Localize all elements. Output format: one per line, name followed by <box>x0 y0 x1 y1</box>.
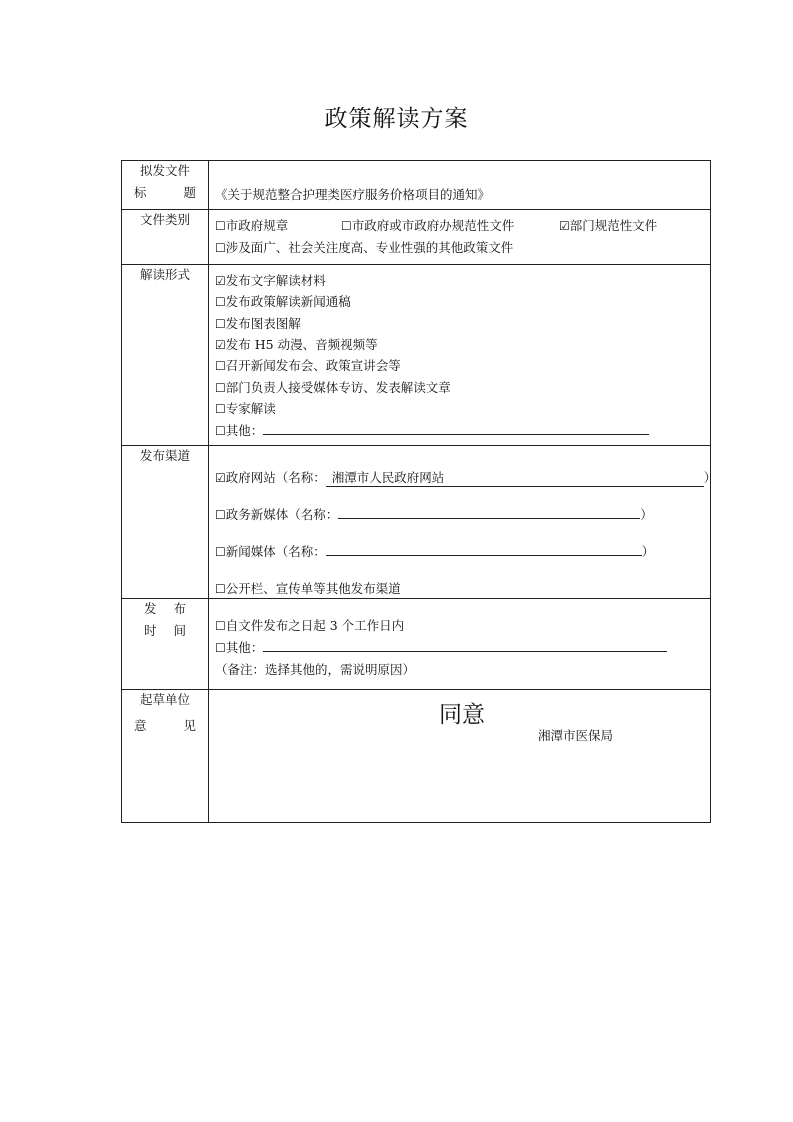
label-opinion <box>122 690 209 823</box>
value-opinion <box>209 690 711 823</box>
value-document-title <box>209 161 711 210</box>
checkbox-icon[interactable]: ☐ <box>215 508 226 522</box>
label-channel: 发布渠道 <box>122 446 209 599</box>
row-document-title <box>122 161 711 210</box>
option-label: 其他： <box>225 423 264 438</box>
channel-suffix: ） <box>640 507 653 522</box>
opinion-text: 同意 <box>439 702 485 728</box>
row-category <box>122 210 711 265</box>
label-line-1: 起草单位 <box>139 692 190 707</box>
label-line-1: 拟发文件 <box>139 163 190 178</box>
option-label: 发布图表图解 <box>225 316 301 331</box>
checkbox-checked-icon[interactable]: ☑ <box>215 274 226 288</box>
value-category <box>209 210 711 265</box>
label-line-2a: 意 <box>134 718 147 733</box>
channel-suffix: ） <box>703 470 717 485</box>
label-interpretation-form: 解读形式 <box>122 265 209 446</box>
value-channel <box>209 446 717 599</box>
label-char: 间 <box>173 623 186 638</box>
value-publish-time <box>209 599 711 690</box>
checkbox-icon[interactable]: ☐ <box>215 359 226 373</box>
row-opinion <box>122 690 711 823</box>
checkbox-icon[interactable]: ☐ <box>215 641 226 655</box>
checkbox-icon[interactable]: ☐ <box>215 402 226 416</box>
checkbox-icon[interactable]: ☐ <box>341 219 352 233</box>
option-label: 自文件发布之日起 3 个工作日内 <box>225 618 405 633</box>
option-label: 发布政策解读新闻通稿 <box>225 294 351 309</box>
label-line-2b: 题 <box>183 185 196 200</box>
checkbox-icon[interactable]: ☐ <box>215 295 226 309</box>
label-char: 时 <box>144 623 157 638</box>
other-time-blank[interactable] <box>263 639 667 652</box>
page-title: 政策解读方案 <box>324 106 469 132</box>
option-label: 召开新闻发布会、政策宣讲会等 <box>225 358 401 373</box>
option-label: 发布 H5 动漫、音频视频等 <box>225 337 378 352</box>
option-label: 其他： <box>225 640 264 655</box>
channel-label: 政府网站（名称： <box>225 470 326 485</box>
option-label: 部门规范性文件 <box>569 218 658 233</box>
checkbox-icon[interactable]: ☐ <box>215 619 226 633</box>
value-interpretation-form <box>209 265 711 446</box>
checkbox-icon[interactable]: ☐ <box>215 545 226 559</box>
channel-name-field[interactable]: 湘潭市人民政府网站 <box>326 468 704 487</box>
channel-label: 新闻媒体（名称： <box>225 544 326 559</box>
label-line-2a: 标 <box>134 185 147 200</box>
channel-name-field[interactable] <box>326 543 642 556</box>
channel-label: 政务新媒体（名称： <box>225 507 339 522</box>
option-label: 涉及面广、社会关注度高、专业性强的其他政策文件 <box>225 240 514 255</box>
label-char: 布 <box>173 601 186 616</box>
label-char: 发 <box>144 601 157 616</box>
channel-suffix: ） <box>641 544 655 559</box>
checkbox-checked-icon[interactable]: ☑ <box>215 338 226 352</box>
row-interpretation-form <box>122 265 711 446</box>
checkbox-icon[interactable]: ☐ <box>215 317 226 331</box>
checkbox-checked-icon[interactable]: ☑ <box>215 471 226 485</box>
row-channel <box>122 446 711 599</box>
option-label: 市政府规章 <box>225 218 289 233</box>
channel-label: 公开栏、宣传单等其他发布渠道 <box>225 581 401 596</box>
label-category: 文件类别 <box>122 210 209 265</box>
interpretation-form <box>121 160 717 823</box>
channel-name-field[interactable] <box>338 506 640 519</box>
other-form-blank[interactable] <box>263 422 649 435</box>
checkbox-icon[interactable]: ☐ <box>215 219 226 233</box>
label-document-title <box>122 161 209 210</box>
option-label: 部门负责人接受媒体专访、发表解读文章 <box>225 380 451 395</box>
label-publish-time <box>122 599 209 690</box>
checkbox-icon[interactable]: ☐ <box>215 424 226 438</box>
checkbox-icon[interactable]: ☐ <box>215 381 226 395</box>
checkbox-icon[interactable]: ☐ <box>215 241 226 255</box>
option-label: 专家解读 <box>225 401 276 416</box>
time-note: （备注：选择其他的，需说明原因） <box>215 662 416 677</box>
document-title-text: 《关于规范整合护理类医疗服务价格项目的通知》 <box>215 187 491 202</box>
checkbox-icon[interactable]: ☐ <box>215 582 226 596</box>
signer-name: 湘潭市医保局 <box>538 728 614 743</box>
checkbox-checked-icon[interactable]: ☑ <box>559 219 570 233</box>
option-label: 市政府或市政府办规范性文件 <box>351 218 515 233</box>
row-publish-time <box>122 599 711 690</box>
option-label: 发布文字解读材料 <box>225 273 326 288</box>
label-line-2b: 见 <box>183 718 196 733</box>
